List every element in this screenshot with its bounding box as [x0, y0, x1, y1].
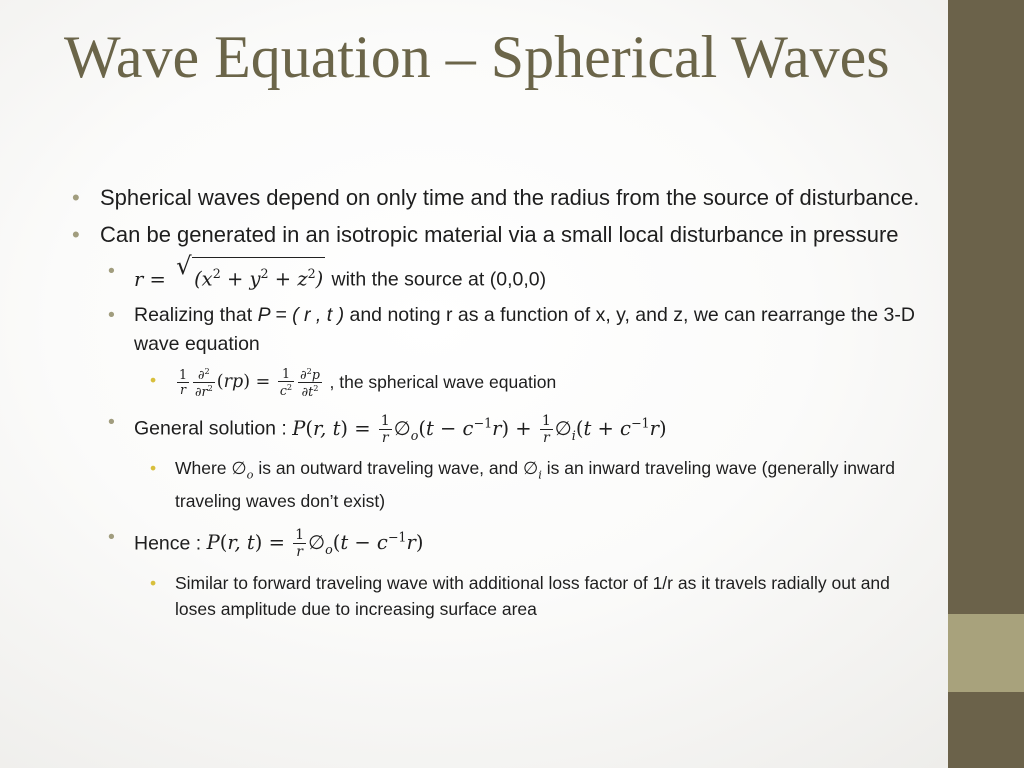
hence-equation: P(r, t) = $\frac{1}{r}$ $\emptyset_o(t - c^{-1}r)$	[206, 527, 424, 561]
bullet-dot-icon: •	[150, 458, 157, 479]
bullet-dot-icon: •	[108, 303, 115, 326]
bullet-dot-icon: •	[72, 185, 80, 210]
bullet-text-prefix: Realizing that	[134, 303, 258, 326]
bullet-text: General solution :	[134, 417, 293, 440]
bullet-hence	[70, 523, 920, 564]
bullet-dot-icon: •	[150, 573, 157, 594]
bullet-dot-icon: •	[108, 411, 115, 434]
phi-outward: $\emptyset_o$	[231, 459, 254, 482]
bullet-isotropic	[70, 220, 920, 250]
bullet-text: Hence :	[134, 532, 207, 555]
bullet-text: Similar to forward traveling wave with additional loss factor of 1/r as it travels radially out and loses amplitude due to increasing surface area	[175, 573, 890, 620]
bullet-dot-icon: •	[108, 525, 115, 548]
general-solution-equation: P(r, t) = $\frac{1}{r}$ $\emptyset_o(t - c^{-1}r)$ + $\frac{1}{r}$ $\emptyset_i(t + c^{-1}r)$	[292, 412, 667, 446]
bullet-text: Spherical waves depend on only time and the radius from the source of disturbance.	[100, 185, 920, 210]
slide-body	[70, 183, 920, 631]
bullet-text-mid: is an outward traveling wave, and	[253, 458, 523, 479]
spherical-wave-equation: $\frac{1}{r}$ $\frac{\partial^2}{\partial r^2}$ (rp) = $\frac{1}{c^2}$ $\frac{\partial^2p}{\partial t^2}$	[179, 365, 320, 400]
slide-title: Wave Equation – Spherical Waves	[64, 24, 890, 90]
phi-inward: $\emptyset_i$	[522, 459, 542, 482]
bullet-text: , the spherical wave equation	[329, 371, 557, 392]
bullet-text-suffix: is an inward traveling wave (generally inward traveling waves don’t exist)	[175, 458, 895, 511]
bullet-where	[70, 455, 920, 514]
bullet-dot-icon: •	[108, 260, 115, 282]
bullet-text-italic: P = ( r , t )	[257, 303, 345, 326]
bullet-dot-icon: •	[72, 222, 80, 247]
bullet-dot-icon: •	[150, 369, 157, 390]
bullet-text-prefix: Where	[175, 458, 232, 479]
bullet-text: Can be generated in an isotropic material via a small local disturbance in pressure	[100, 222, 899, 247]
bullet-realizing	[70, 301, 920, 359]
bullet-loss-factor	[70, 570, 920, 622]
bullet-radius-definition	[70, 251, 920, 295]
radius-equation: r = √ $(x^2 + y^2 + z^2)$	[134, 268, 331, 291]
square-root: √ $(x^2 + y^2 + z^2)$	[176, 257, 325, 294]
bullet-spherical-wave-equation	[70, 367, 920, 400]
bullet-general-solution	[70, 408, 920, 449]
bullet-text: with the source at (0,0,0)	[331, 268, 547, 291]
bullet-text-suffix: and noting r as a function of x, y, and z, we can rearrange the 3-D wave equation	[134, 303, 915, 355]
bullet-spherical-waves	[70, 183, 920, 213]
side-accent-block	[948, 614, 1024, 692]
